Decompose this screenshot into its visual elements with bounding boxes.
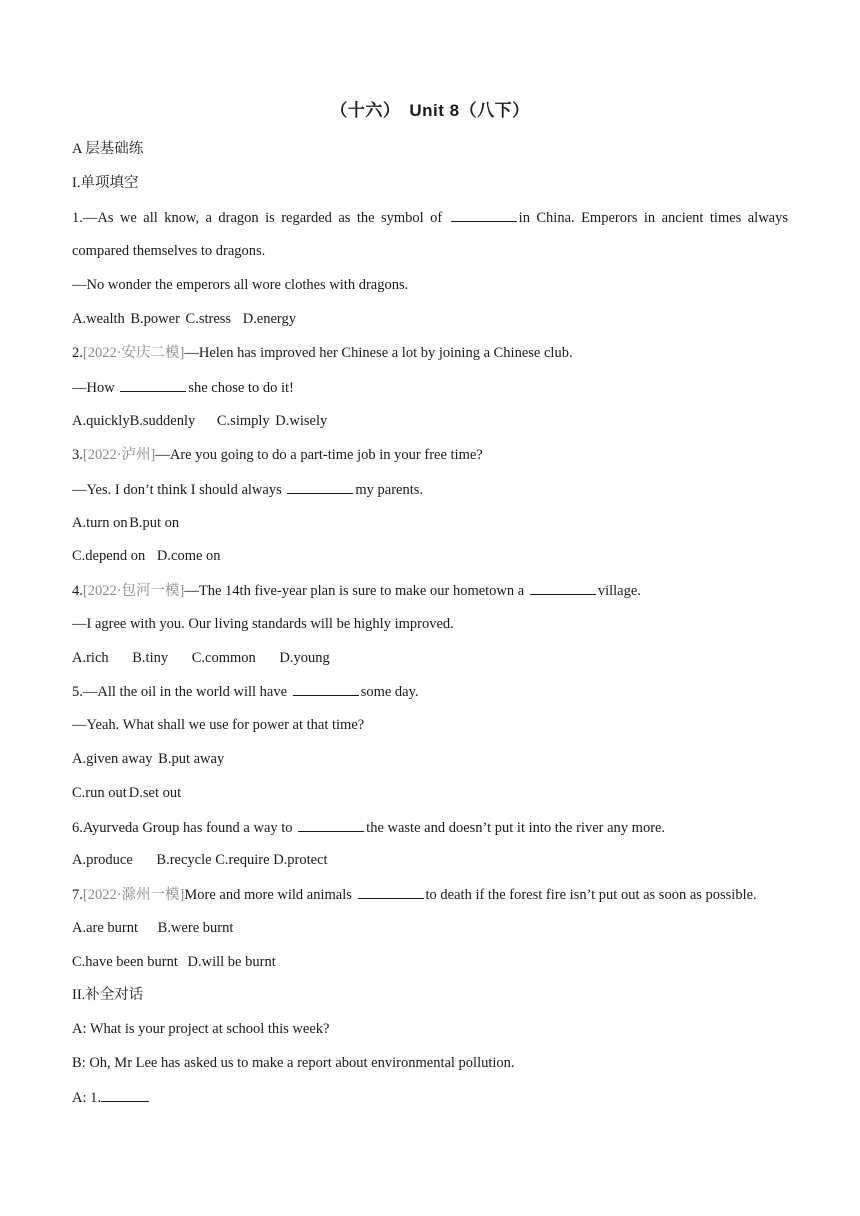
- option-c[interactable]: C.depend on: [72, 548, 146, 564]
- option-a[interactable]: A.rich: [72, 650, 109, 666]
- option-c[interactable]: C.stress: [185, 311, 232, 327]
- question-2: 2.[2022·安庆二模]—Helen has improved her Chinese a lot by joining a Chinese club.: [72, 345, 573, 361]
- option-a[interactable]: A.are burnt: [72, 920, 139, 936]
- option-b[interactable]: B.put on: [129, 515, 180, 531]
- question-3-options-2: [72, 546, 788, 566]
- question-4-options: [72, 648, 788, 668]
- option-d[interactable]: D.young: [279, 650, 330, 666]
- question-5-options: [72, 749, 788, 769]
- source-tag: [2022·安庆二模]: [82, 345, 185, 361]
- option-d[interactable]: D.wisely: [275, 413, 328, 429]
- option-b[interactable]: B.power: [130, 311, 180, 327]
- option-b[interactable]: B.suddenly: [129, 413, 196, 429]
- option-c[interactable]: C.run out: [72, 785, 127, 801]
- option-d[interactable]: D.set out: [128, 785, 182, 801]
- option-c[interactable]: C.simply: [216, 413, 270, 429]
- part-heading: II.补全对话: [72, 987, 144, 1003]
- question-5-options-2: [72, 783, 788, 803]
- option-b[interactable]: B.were burnt: [157, 920, 234, 936]
- source-tag: [2022·包河一模]: [82, 583, 185, 599]
- option-a[interactable]: A.turn on: [72, 515, 128, 531]
- option-a[interactable]: A.wealth: [72, 311, 125, 327]
- answer-blank[interactable]: [298, 817, 364, 832]
- question-1-options: [72, 309, 788, 329]
- part-heading: I.单项填空: [72, 175, 139, 191]
- answer-blank[interactable]: [358, 884, 424, 899]
- question-7-options: [72, 918, 788, 938]
- option-c[interactable]: C.common: [191, 650, 256, 666]
- answer-blank[interactable]: [120, 377, 186, 392]
- option-c[interactable]: C.have been burnt: [72, 954, 178, 970]
- question-5-reply: —Yeah. What shall we use for power at that time?: [72, 717, 365, 733]
- question-2-options: [72, 411, 788, 431]
- option-d[interactable]: D.energy: [242, 311, 296, 327]
- question-5: 5.—All the oil in the world will have some day.: [72, 681, 788, 702]
- question-1-cont: compared themselves to dragons.: [72, 243, 266, 259]
- question-3-reply: —Yes. I don’t think I should always my parents.: [72, 479, 788, 500]
- dialog-line: A: What is your project at school this week?: [72, 1021, 330, 1037]
- answer-blank[interactable]: [101, 1087, 149, 1102]
- page-title: （十六） Unit 8（八下）: [330, 101, 530, 120]
- option-d[interactable]: D.will be burnt: [187, 954, 276, 970]
- option-c[interactable]: C.require: [215, 852, 270, 868]
- question-3: 3.[2022·泸州]—Are you going to do a part-time job in your free time?: [72, 447, 483, 463]
- answer-blank[interactable]: [287, 479, 353, 494]
- option-d[interactable]: D.protect: [273, 852, 328, 868]
- source-tag: [2022·泸州]: [82, 447, 156, 463]
- option-b[interactable]: B.put away: [158, 751, 225, 767]
- section-heading: A 层基础练: [72, 141, 144, 157]
- option-b[interactable]: B.recycle: [156, 852, 212, 868]
- question-7-options-2: [72, 952, 788, 972]
- question-3-options: [72, 513, 788, 533]
- question-6: 6.Ayurveda Group has found a way to the waste and doesn’t put it into the river any more.: [72, 817, 788, 838]
- source-tag: [2022·滁州一模]: [82, 887, 185, 903]
- option-a[interactable]: A.given away: [72, 751, 153, 767]
- question-1: [72, 207, 788, 228]
- question-4-reply: —I agree with you. Our living standards will be highly improved.: [72, 616, 454, 632]
- question-7: 7.[2022·滁州一模]More and more wild animals to death if the forest fire isn’t put out as soon as possible.: [72, 884, 788, 905]
- question-6-options: [72, 850, 788, 870]
- answer-blank[interactable]: [530, 580, 596, 595]
- option-a[interactable]: A.quickly: [72, 413, 130, 429]
- option-a[interactable]: A.produce: [72, 852, 133, 868]
- dialog-line: B: Oh, Mr Lee has asked us to make a report about environmental pollution.: [72, 1055, 515, 1071]
- dialog-line-blank: A: 1.: [72, 1087, 788, 1108]
- question-text: 1.—As we all know, a dragon is regarded as the symbol of: [72, 210, 449, 226]
- question-2-reply: —How she chose to do it!: [72, 377, 788, 398]
- question-4: 4.[2022·包河一模]—The 14th five-year plan is sure to make our hometown a village.: [72, 580, 788, 601]
- option-d[interactable]: D.come on: [156, 548, 221, 564]
- option-b[interactable]: B.tiny: [132, 650, 169, 666]
- question-1-reply: —No wonder the emperors all wore clothes with dragons.: [72, 277, 409, 293]
- question-text: in China. Emperors in ancient times always: [518, 210, 789, 226]
- answer-blank[interactable]: [451, 207, 517, 222]
- answer-blank[interactable]: [293, 681, 359, 696]
